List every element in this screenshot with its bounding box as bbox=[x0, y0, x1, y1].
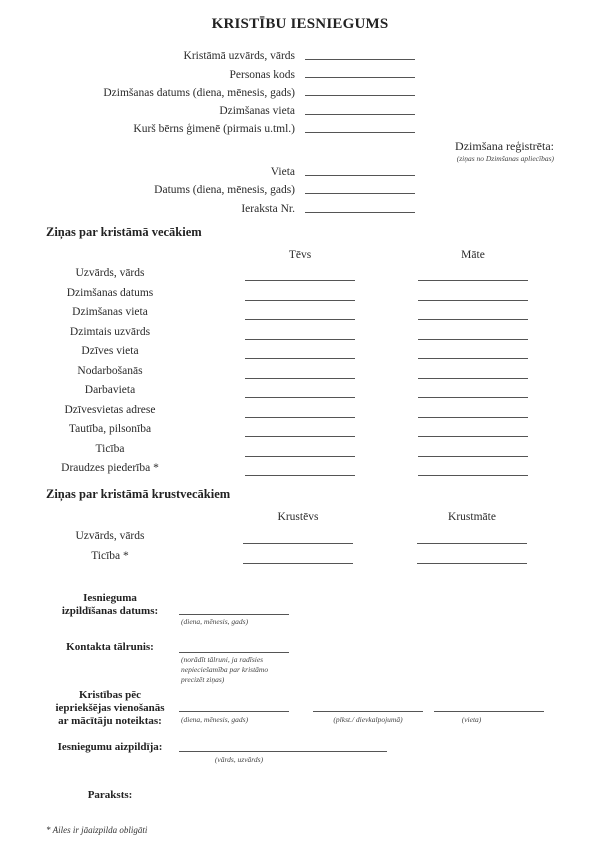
parents-field-col2[interactable] bbox=[418, 280, 528, 281]
parents-row-label: Uzvārds, vārds bbox=[75, 267, 145, 279]
parents-field-col1[interactable] bbox=[245, 300, 355, 301]
contact-phone-label: Kontakta tālrunis: bbox=[66, 641, 154, 653]
submission-date-hint: (diena, mēnesis, gads) bbox=[181, 617, 249, 626]
baptism-place-field[interactable] bbox=[434, 711, 544, 712]
parents-row-label: Dzimšanas vieta bbox=[72, 306, 148, 318]
baptism-label-line3: ar mācītāju noteiktas: bbox=[58, 715, 162, 727]
contact-phone-hint-line3: precizēt ziņas) bbox=[181, 675, 225, 684]
godparents-field-col2[interactable] bbox=[417, 543, 527, 544]
parents-field-col2[interactable] bbox=[418, 397, 528, 398]
parents-field-col1[interactable] bbox=[245, 319, 355, 320]
parents-field-col1[interactable] bbox=[245, 378, 355, 379]
godparents-row-label: Ticība * bbox=[91, 549, 129, 562]
child-name-field[interactable] bbox=[305, 59, 415, 60]
parents-row-label: Nodarbošanās bbox=[77, 364, 143, 377]
registration-place-field[interactable] bbox=[305, 175, 415, 176]
parents-field-col1[interactable] bbox=[245, 417, 355, 418]
godparents-row-label: Uzvārds, vārds bbox=[75, 530, 145, 542]
parents-row-label: Darbavieta bbox=[84, 384, 136, 396]
submission-date-field[interactable] bbox=[179, 614, 289, 615]
godfather-column-header: Krustēvs bbox=[277, 511, 319, 523]
registration-entry-no-field[interactable] bbox=[305, 212, 415, 213]
registration-subheading: (ziņas no Dzimšanas apliecības) bbox=[456, 154, 554, 163]
registration-entry-no-label: Ieraksta Nr. bbox=[241, 203, 295, 215]
birth-place-label: Dzimšanas vieta bbox=[219, 105, 295, 117]
submission-date-label-line2: izpildīšanas datums: bbox=[61, 605, 159, 617]
baptism-label bbox=[40, 689, 180, 728]
baptism-date-hint: (diena, mēnesis, gads) bbox=[181, 715, 249, 724]
filled-by-label: Iesniegumu aizpildīja: bbox=[57, 741, 163, 753]
parents-field-col1[interactable] bbox=[245, 475, 355, 476]
parents-heading: Ziņas par kristāmā vecākiem bbox=[46, 225, 202, 239]
parents-field-col2[interactable] bbox=[418, 475, 528, 476]
parents-row-label: Dzīves vieta bbox=[81, 345, 139, 357]
baptism-date-field[interactable] bbox=[179, 711, 289, 712]
parents-field-col1[interactable] bbox=[245, 397, 355, 398]
registration-date-field[interactable] bbox=[305, 193, 415, 194]
parents-row-label: Ticība bbox=[95, 442, 125, 455]
registration-date-label: Datums (diena, mēnesis, gads) bbox=[154, 184, 295, 196]
contact-phone-hint-line2: nepieciešamība par kristāmo bbox=[181, 665, 269, 674]
form-title: KRISTĪBU IESNIEGUMS bbox=[211, 16, 389, 32]
submission-date-label bbox=[40, 592, 180, 618]
baptism-label-line1: Kristības pēc bbox=[78, 689, 142, 701]
godparents-heading: Ziņas par kristāmā krustvecākiem bbox=[46, 487, 231, 501]
parents-field-col1[interactable] bbox=[245, 436, 355, 437]
parents-row-label: Tautība, pilsonība bbox=[68, 423, 152, 435]
baptism-time-hint: (plkst./ dievkalpojumā) bbox=[333, 715, 403, 724]
submission-date-label-line1: Iesnieguma bbox=[83, 592, 137, 604]
parents-field-col2[interactable] bbox=[418, 378, 528, 379]
personal-code-field[interactable] bbox=[305, 77, 415, 78]
contact-phone-field[interactable] bbox=[179, 652, 289, 653]
godparents-field-col2[interactable] bbox=[417, 563, 527, 564]
filled-by-field[interactable] bbox=[179, 751, 387, 752]
father-column-header: Tēvs bbox=[288, 249, 312, 261]
parents-field-col1[interactable] bbox=[245, 456, 355, 457]
godparents-field-col1[interactable] bbox=[243, 543, 353, 544]
personal-code-label: Personas kods bbox=[229, 69, 295, 81]
child-order-field[interactable] bbox=[305, 132, 415, 133]
birth-date-field[interactable] bbox=[305, 95, 415, 96]
baptism-time-field[interactable] bbox=[313, 711, 423, 712]
contact-phone-hint bbox=[181, 655, 268, 685]
parents-field-col2[interactable] bbox=[418, 339, 528, 340]
filled-by-hint: (vārds, uzvārds) bbox=[214, 755, 264, 764]
parents-field-col2[interactable] bbox=[418, 417, 528, 418]
signature-label: Paraksts: bbox=[87, 789, 133, 801]
parents-field-col2[interactable] bbox=[418, 436, 528, 437]
parents-field-col2[interactable] bbox=[418, 358, 528, 359]
baptism-label-line2: iepriekšējas vienošanās bbox=[55, 702, 165, 714]
parents-field-col2[interactable] bbox=[418, 319, 528, 320]
child-name-label: Kristāmā uzvārds, vārds bbox=[183, 50, 295, 62]
godparents-field-col1[interactable] bbox=[243, 563, 353, 564]
parents-field-col2[interactable] bbox=[418, 456, 528, 457]
baptism-place-hint: (vieta) bbox=[461, 715, 482, 724]
registration-heading: Dzimšana reģistrēta: bbox=[455, 139, 554, 153]
parents-row-label: Dzimšanas datums bbox=[66, 286, 154, 299]
parents-row-label: Draudzes piederība * bbox=[61, 462, 159, 474]
contact-phone-hint-line1: (norādīt tālruni, ja radīsies bbox=[181, 655, 264, 664]
parents-field-col2[interactable] bbox=[418, 300, 528, 301]
mother-column-header: Māte bbox=[461, 249, 485, 261]
registration-place-label: Vieta bbox=[270, 166, 295, 178]
parents-row-label: Dzīvesvietas adrese bbox=[64, 403, 156, 416]
birth-date-label: Dzimšanas datums (diena, mēnesis, gads) bbox=[103, 87, 295, 99]
parents-field-col1[interactable] bbox=[245, 280, 355, 281]
birth-place-field[interactable] bbox=[305, 114, 415, 115]
parents-field-col1[interactable] bbox=[245, 358, 355, 359]
child-order-label: Kurš bērns ģimenē (pirmais u.tml.) bbox=[133, 123, 295, 135]
godmother-column-header: Krustmāte bbox=[448, 511, 496, 523]
footnote: * Ailes ir jāaizpilda obligāti bbox=[46, 825, 148, 835]
parents-field-col1[interactable] bbox=[245, 339, 355, 340]
parents-row-label: Dzimtais uzvārds bbox=[69, 325, 151, 338]
